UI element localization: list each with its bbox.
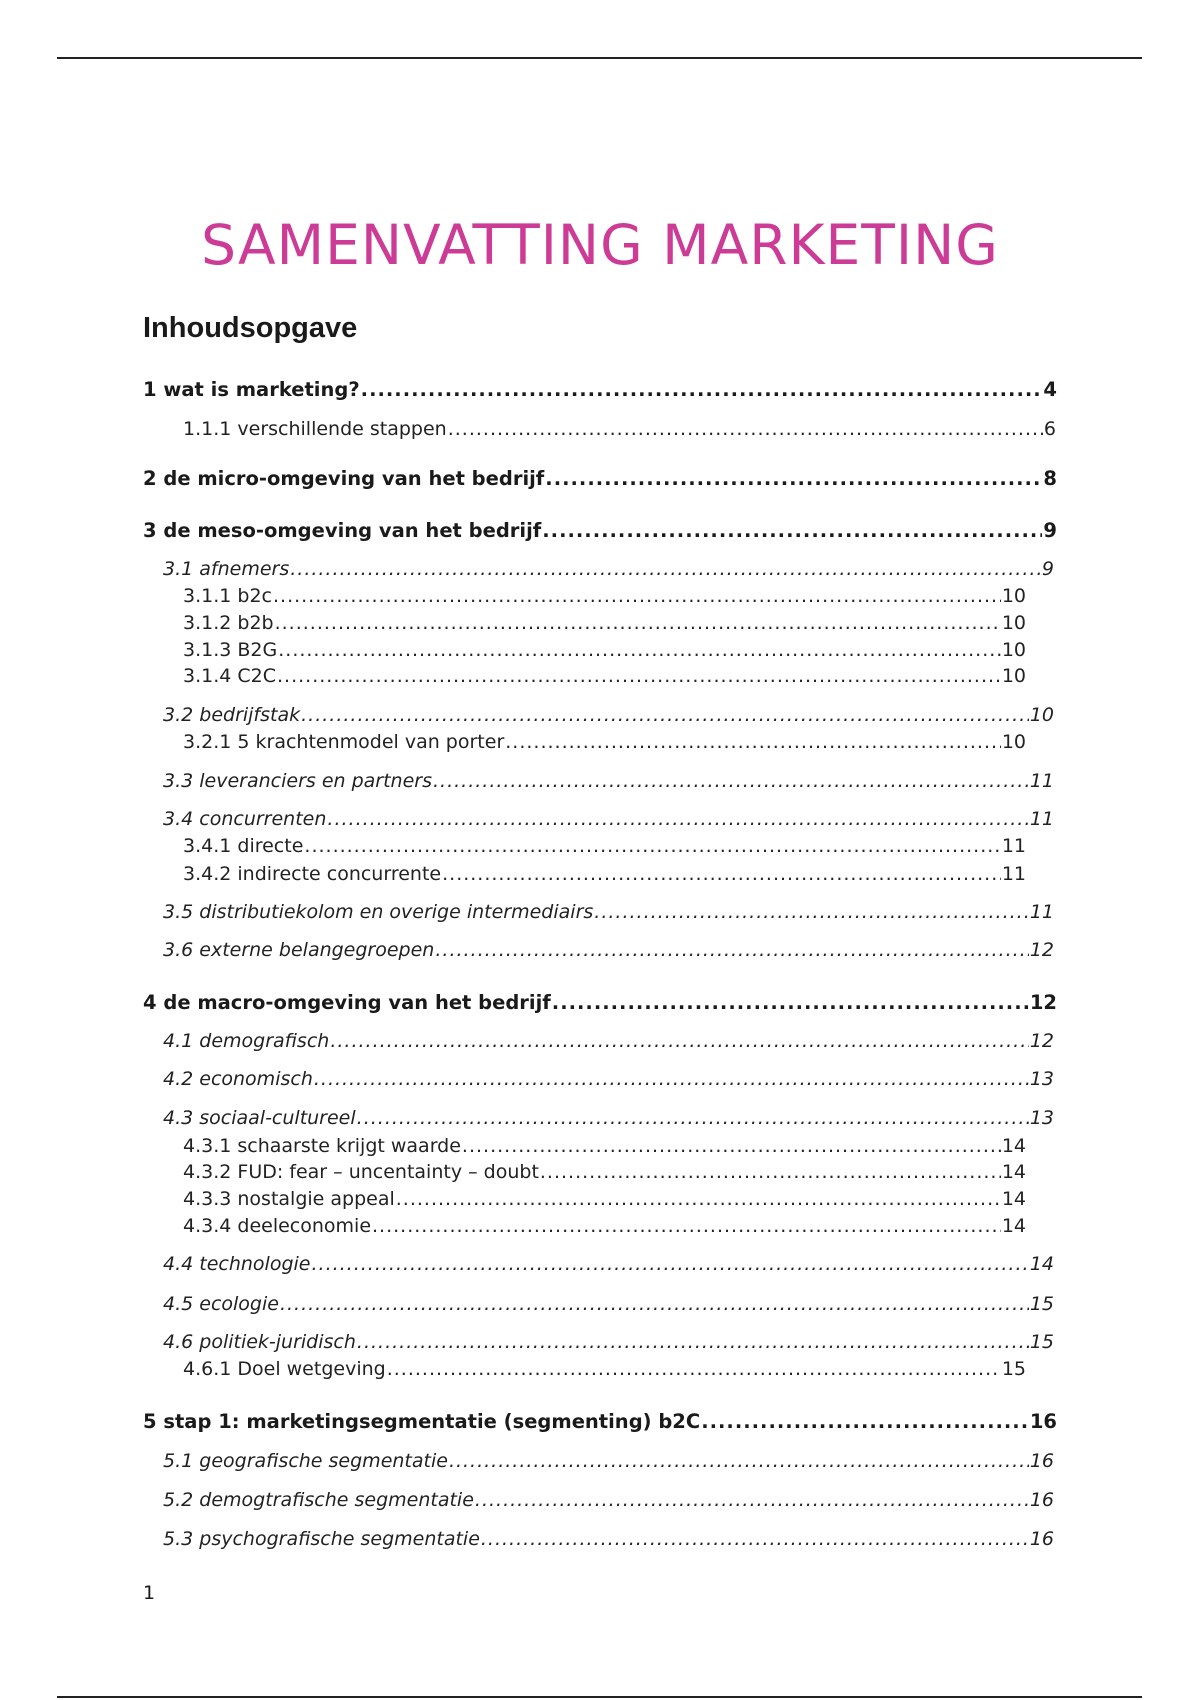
toc-entry-page: 11 (1029, 808, 1054, 830)
toc-entry-page: 14 (1001, 1215, 1026, 1237)
toc-entry-label: 4.3 sociaal-cultureel (163, 1107, 356, 1129)
toc-entry-page: 15 (1029, 1331, 1054, 1353)
toc-entry-label: 3.6 externe belangegroepen (163, 939, 435, 961)
toc-dot-leader (277, 664, 1001, 688)
toc-dot-leader (314, 1067, 1029, 1091)
footer-rule (57, 1696, 1142, 1698)
toc-entry-label: 3 de meso-omgeving van het bedrijf (143, 519, 542, 542)
toc-entry-label: 4 de macro-omgeving van het bedrijf (143, 991, 551, 1014)
toc-entry-page: 6 (1043, 418, 1056, 440)
toc-entry[interactable] (183, 611, 1026, 635)
toc-dot-leader (475, 1488, 1029, 1512)
toc-dot-leader (330, 1029, 1028, 1053)
toc-dot-leader (280, 1292, 1029, 1316)
toc-entry-page: 13 (1029, 1068, 1054, 1090)
toc-dot-leader (540, 1160, 1001, 1184)
toc-dot-leader (327, 807, 1028, 831)
toc-entry-page: 10 (1001, 731, 1026, 753)
toc-entry-page: 12 (1029, 991, 1057, 1014)
toc-entry[interactable] (143, 378, 1057, 402)
toc-dot-leader (357, 1106, 1029, 1130)
toc-entry-label: 3.4 concurrenten (163, 808, 327, 830)
toc-dot-leader (448, 417, 1043, 441)
toc-entry-label: 3.1.1 b2c (183, 585, 272, 607)
page-number: 1 (143, 1582, 156, 1604)
toc-dot-leader (552, 991, 1029, 1015)
toc-entry[interactable] (163, 900, 1054, 924)
toc-entry-label: 3.2.1 5 krachtenmodel van porter (183, 731, 505, 753)
toc-entry-label: 4.3.4 deeleconomie (183, 1215, 372, 1237)
toc-entry-label: 4.6.1 Doel wetgeving (183, 1358, 386, 1380)
toc-dot-leader (594, 900, 1029, 924)
toc-entry-label: 4.1 demografisch (163, 1030, 330, 1052)
toc-dot-leader (273, 584, 1001, 608)
toc-entry-label: 4.3.2 FUD: fear – uncentainty – doubt (183, 1161, 539, 1183)
toc-entry-page: 11 (1029, 770, 1054, 792)
toc-entry[interactable] (163, 1292, 1054, 1316)
toc-entry-page: 11 (1001, 835, 1026, 857)
toc-entry-page: 11 (1029, 901, 1054, 923)
toc-entry[interactable] (183, 1187, 1026, 1211)
toc-entry[interactable] (143, 1410, 1057, 1434)
toc-entry[interactable] (163, 557, 1054, 581)
toc-entry[interactable] (163, 1488, 1054, 1512)
toc-entry[interactable] (183, 1134, 1026, 1158)
toc-entry[interactable] (183, 730, 1026, 754)
toc-entry-page: 14 (1029, 1253, 1054, 1275)
toc-entry[interactable] (143, 467, 1057, 491)
toc-entry-label: 3.2 bedrijfstak (163, 704, 301, 726)
toc-entry-label: 5.3 psychografische segmentatie (163, 1528, 480, 1550)
toc-entry[interactable] (183, 834, 1026, 858)
toc-entry-label: 4.4 technologie (163, 1253, 311, 1275)
toc-entry-page: 12 (1029, 939, 1054, 961)
toc-dot-leader (449, 1449, 1029, 1473)
toc-entry-page: 15 (1029, 1293, 1054, 1315)
toc-entry[interactable] (143, 519, 1057, 543)
toc-dot-leader (542, 519, 1042, 543)
toc-entry[interactable] (163, 703, 1054, 727)
toc-entry-page: 16 (1029, 1450, 1054, 1472)
toc-entry-page: 16 (1029, 1489, 1054, 1511)
toc-dot-leader (275, 611, 1001, 635)
toc-entry[interactable] (183, 1214, 1026, 1238)
toc-dot-leader (481, 1527, 1029, 1551)
toc-entry[interactable] (183, 417, 1056, 441)
toc-entry-label: 4.3.3 nostalgie appeal (183, 1188, 395, 1210)
toc-entry-label: 4.5 ecologie (163, 1293, 279, 1315)
toc-entry-label: 3.3 leveranciers en partners (163, 770, 432, 792)
toc-entry[interactable] (183, 1357, 1026, 1381)
toc-entry-page: 16 (1029, 1528, 1054, 1550)
toc-dot-leader (361, 378, 1043, 402)
toc-entry-page: 13 (1029, 1107, 1054, 1129)
toc-dot-leader (545, 467, 1042, 491)
toc-entry[interactable] (163, 1449, 1054, 1473)
toc-entry-label: 5.1 geografische segmentatie (163, 1450, 448, 1472)
toc-entry[interactable] (183, 664, 1026, 688)
toc-entry-page: 15 (1001, 1358, 1026, 1380)
toc-dot-leader (442, 862, 1001, 886)
toc-dot-leader (290, 557, 1041, 581)
toc-dot-leader (278, 638, 1001, 662)
toc-entry-label: 3.1.2 b2b (183, 612, 274, 634)
toc-entry[interactable] (163, 1252, 1054, 1276)
toc-dot-leader (505, 730, 1001, 754)
toc-dot-leader (357, 1330, 1029, 1354)
toc-entry-label: 3.1.3 B2G (183, 639, 278, 661)
toc-entry[interactable] (163, 1106, 1054, 1130)
toc-entry-page: 12 (1029, 1030, 1054, 1052)
toc-entry-label: 2 de micro-omgeving van het bedrijf (143, 467, 545, 490)
toc-dot-leader (301, 703, 1029, 727)
toc-entry[interactable] (163, 938, 1054, 962)
toc-entry-page: 10 (1001, 639, 1026, 661)
toc-entry-page: 14 (1001, 1161, 1026, 1183)
toc-entry-label: 5.2 demogtrafische segmentatie (163, 1489, 474, 1511)
toc-entry-page: 14 (1001, 1188, 1026, 1210)
toc-dot-leader (396, 1187, 1001, 1211)
toc-entry[interactable] (183, 1160, 1026, 1184)
toc-entry[interactable] (163, 1330, 1054, 1354)
toc-entry[interactable] (163, 807, 1054, 831)
toc-entry-label: 3.4.1 directe (183, 835, 304, 857)
toc-dot-leader (701, 1410, 1029, 1434)
toc-dot-leader (433, 769, 1029, 793)
toc-entry[interactable] (163, 769, 1054, 793)
toc-entry-page: 10 (1001, 585, 1026, 607)
toc-entry[interactable] (143, 991, 1057, 1015)
toc-entry[interactable] (183, 862, 1026, 886)
toc-entry-label: 5 stap 1: marketingsegmentatie (segmenting) b2C (143, 1410, 701, 1433)
toc-entry-page: 10 (1001, 665, 1026, 687)
toc-entry-page: 11 (1001, 863, 1026, 885)
toc-entry[interactable] (163, 1029, 1054, 1053)
toc-entry-label: 4.6 politiek-juridisch (163, 1331, 356, 1353)
toc-entry-page: 9 (1041, 558, 1054, 580)
toc-entry[interactable] (163, 1527, 1054, 1551)
toc-entry-page: 10 (1029, 704, 1054, 726)
document-title: SAMENVATTING MARKETING (201, 213, 999, 277)
toc-entry-page: 9 (1043, 519, 1057, 542)
toc-entry-label: 1 wat is marketing? (143, 378, 360, 401)
toc-entry[interactable] (163, 1067, 1054, 1091)
toc-entry-page: 4 (1043, 378, 1057, 401)
toc-heading: Inhoudsopgave (143, 312, 358, 344)
toc-dot-leader (462, 1134, 1001, 1158)
toc-entry-label: 4.3.1 schaarste krijgt waarde (183, 1135, 461, 1157)
toc-entry-page: 10 (1001, 612, 1026, 634)
toc-dot-leader (435, 938, 1028, 962)
toc-entry-label: 1.1.1 verschillende stappen (183, 418, 447, 440)
toc-entry-label: 3.1.4 C2C (183, 665, 277, 687)
toc-dot-leader (372, 1214, 1001, 1238)
toc-entry-label: 4.2 economisch (163, 1068, 313, 1090)
toc-dot-leader (387, 1357, 1001, 1381)
toc-entry-page: 16 (1029, 1410, 1057, 1433)
toc-entry-label: 3.1 afnemers (163, 558, 290, 580)
toc-entry[interactable] (183, 638, 1026, 662)
toc-entry-label: 3.5 distributiekolom en overige intermediairs (163, 901, 594, 923)
toc-entry-page: 8 (1043, 467, 1057, 490)
header-rule (57, 57, 1142, 59)
toc-entry-page: 14 (1001, 1135, 1026, 1157)
toc-dot-leader (311, 1252, 1028, 1276)
toc-entry-label: 3.4.2 indirecte concurrente (183, 863, 442, 885)
toc-dot-leader (304, 834, 1000, 858)
toc-entry[interactable] (183, 584, 1026, 608)
